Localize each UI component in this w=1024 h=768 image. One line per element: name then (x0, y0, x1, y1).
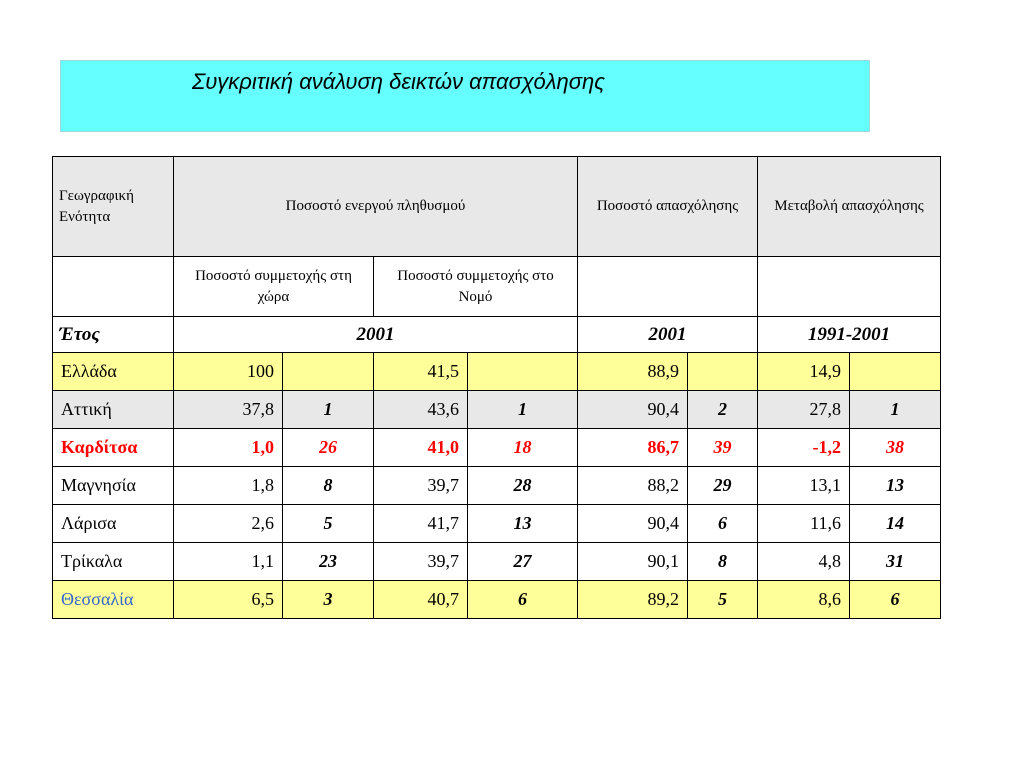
year-row (53, 317, 941, 353)
cell-rank: 26 (283, 429, 374, 467)
title-banner (60, 60, 870, 132)
table-row (53, 581, 941, 619)
cell-rank (468, 353, 578, 391)
cell-prefecture-share: 41,0 (374, 429, 468, 467)
cell-rank: 18 (468, 429, 578, 467)
cell-rank: 13 (850, 467, 941, 505)
cell-rank: 27 (468, 543, 578, 581)
cell-rank: 6 (468, 581, 578, 619)
cell-employment-rate: 88,9 (578, 353, 688, 391)
cell-rank: 8 (283, 467, 374, 505)
cell-rank (850, 353, 941, 391)
cell-prefecture-share: 39,7 (374, 467, 468, 505)
year-range: 1991-2001 (758, 317, 941, 353)
cell-country-share: 6,5 (174, 581, 283, 619)
cell-employment-change: -1,2 (758, 429, 850, 467)
cell-rank: 13 (468, 505, 578, 543)
cell-rank: 23 (283, 543, 374, 581)
table-row (53, 505, 941, 543)
cell-employment-rate: 88,2 (578, 467, 688, 505)
cell-rank: 1 (850, 391, 941, 429)
subheader-country-share: Ποσοστό συμμετοχής στη χώρα (174, 257, 374, 317)
cell-employment-change: 4,8 (758, 543, 850, 581)
cell-employment-rate: 90,4 (578, 391, 688, 429)
page-title: Συγκριτική ανάλυση δεικτών απασχόλησης (192, 69, 605, 94)
employment-table (52, 156, 941, 619)
row-name: Αττική (53, 391, 174, 429)
subheader-empty-2 (578, 257, 758, 317)
cell-employment-rate: 90,4 (578, 505, 688, 543)
cell-country-share: 1,8 (174, 467, 283, 505)
cell-rank: 29 (688, 467, 758, 505)
cell-rank: 28 (468, 467, 578, 505)
cell-employment-rate: 86,7 (578, 429, 688, 467)
year-label: Έτος (53, 317, 174, 353)
cell-rank: 5 (688, 581, 758, 619)
header-geo: Γεωγραφική Ενότητα (53, 157, 174, 257)
cell-rank: 2 (688, 391, 758, 429)
cell-rank: 31 (850, 543, 941, 581)
year-2001-b: 2001 (578, 317, 758, 353)
table-row (53, 429, 941, 467)
row-name: Καρδίτσα (53, 429, 174, 467)
subheader-prefecture-share: Ποσοστό συμμετοχής στο Νομό (374, 257, 578, 317)
row-name: Μαγνησία (53, 467, 174, 505)
cell-employment-change: 14,9 (758, 353, 850, 391)
cell-rank: 1 (283, 391, 374, 429)
cell-rank: 6 (688, 505, 758, 543)
cell-country-share: 2,6 (174, 505, 283, 543)
cell-rank: 3 (283, 581, 374, 619)
cell-country-share: 1,1 (174, 543, 283, 581)
table-row (53, 543, 941, 581)
cell-employment-rate: 89,2 (578, 581, 688, 619)
cell-prefecture-share: 43,6 (374, 391, 468, 429)
cell-country-share: 100 (174, 353, 283, 391)
cell-employment-rate: 90,1 (578, 543, 688, 581)
subheader-empty (53, 257, 174, 317)
table-row (53, 353, 941, 391)
cell-rank: 6 (850, 581, 941, 619)
cell-rank: 38 (850, 429, 941, 467)
header-employment-change: Μεταβολή απασχόλησης (758, 157, 941, 257)
year-2001-a: 2001 (174, 317, 578, 353)
header-employment-rate: Ποσοστό απασχόλησης (578, 157, 758, 257)
header-active-pop: Ποσοστό ενεργού πληθυσμού (174, 157, 578, 257)
cell-rank: 5 (283, 505, 374, 543)
table-row (53, 467, 941, 505)
cell-prefecture-share: 41,7 (374, 505, 468, 543)
row-name: Λάρισα (53, 505, 174, 543)
cell-rank: 1 (468, 391, 578, 429)
cell-prefecture-share: 40,7 (374, 581, 468, 619)
cell-rank: 8 (688, 543, 758, 581)
header-row (53, 157, 941, 257)
cell-country-share: 1,0 (174, 429, 283, 467)
subheader-row (53, 257, 941, 317)
cell-prefecture-share: 41,5 (374, 353, 468, 391)
row-name: Τρίκαλα (53, 543, 174, 581)
row-name: Ελλάδα (53, 353, 174, 391)
cell-employment-change: 8,6 (758, 581, 850, 619)
cell-prefecture-share: 39,7 (374, 543, 468, 581)
row-name: Θεσσαλία (53, 581, 174, 619)
cell-rank: 39 (688, 429, 758, 467)
cell-employment-change: 11,6 (758, 505, 850, 543)
table-row (53, 391, 941, 429)
cell-employment-change: 27,8 (758, 391, 850, 429)
cell-employment-change: 13,1 (758, 467, 850, 505)
cell-country-share: 37,8 (174, 391, 283, 429)
cell-rank (283, 353, 374, 391)
cell-rank: 14 (850, 505, 941, 543)
cell-rank (688, 353, 758, 391)
subheader-empty-3 (758, 257, 941, 317)
